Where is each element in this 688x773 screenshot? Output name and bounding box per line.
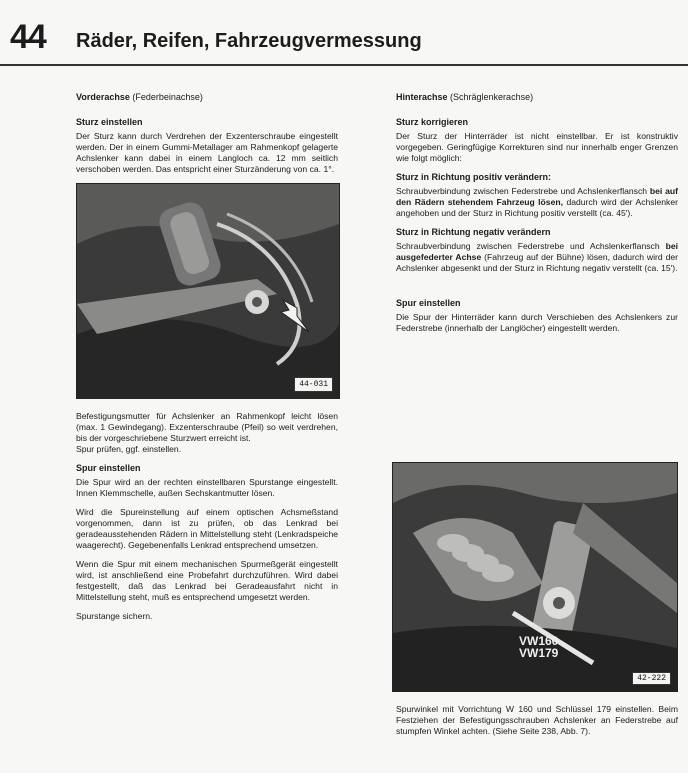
section-title-bold: Hinterachse	[396, 92, 448, 102]
heading-spur-einstellen-rear: Spur einstellen	[396, 298, 461, 308]
section-title-rear-axle	[396, 92, 678, 103]
paragraph-spur-1: Die Spur wird an der rechten einstellbaren Spurstange eingestellt. Innen Klemmschelle, außen Sechskantmutter lösen.	[76, 477, 338, 498]
text-negativ-a: Schraubverbindung zwischen Federstrebe und Achslenkerflansch	[396, 241, 666, 251]
caption-front-2: Spur prüfen, ggf. einstellen.	[76, 444, 182, 454]
tool-label-vw160: VW160	[519, 634, 559, 648]
heading-sturz-negativ: Sturz in Richtung negativ verändern	[396, 227, 551, 237]
section-title-rest: (Federbeinachse)	[129, 92, 203, 102]
right-column	[396, 92, 678, 342]
caption-front-1: Befestigungsmutter für Achslenker an Rahmenkopf leicht lösen (max. 1 Gewindegang). Exzenterschraube (Pfeil) so weit verdrehen, bis der vorgeschriebene Sturzwert erreicht ist.	[76, 411, 338, 443]
heading-spur-einstellen-front: Spur einstellen	[76, 463, 141, 473]
photo-front-axle-drawing	[77, 184, 339, 398]
left-column	[76, 92, 338, 630]
photo-front-axle	[76, 183, 340, 399]
paragraph-sturz: Der Sturz kann durch Verdrehen der Exzenterschraube eingestellt werden. Der in einem Gummi-Metallager am Rahmenkopf gelagerte Achslenker kann dabei in einem Langloch ca. 12 mm seitlich verschoben werden. Das entspricht einer Sturzänderung von ca. 1°.	[76, 131, 338, 174]
text-positiv-c: dadurch wird der Achslenker angehoben und der Sturz in Richtung positiv verstellt (ca. 45′).	[396, 197, 679, 218]
caption-rear: Spurwinkel mit Vorrichtung W 160 und Schlüssel 179 einstellen. Beim Festziehen der Befestigungsschrauben Achslenker an Federstrebe auf stumpfen Winkel achten. (Siehe Seite 238, Abb. 7).	[396, 704, 678, 736]
text-negativ-bold: bei ausgefederter Achse	[396, 241, 678, 262]
section-title-front-axle	[76, 92, 338, 103]
section-title-rest: (Schräglenkerachse)	[447, 92, 534, 102]
text-positiv-a: Schraubverbindung zwischen Federstrebe und Achslenkerflansch	[396, 186, 650, 196]
figure-label-42-222: 42-222	[632, 672, 671, 685]
page-number: 44	[10, 18, 46, 56]
heading-sturz-korrigieren: Sturz korrigieren	[396, 117, 469, 127]
heading-sturz-einstellen: Sturz einstellen	[76, 117, 143, 127]
figure-label-44-031: 44-031	[294, 377, 333, 392]
paragraph-spur-2: Wird die Spureinstellung auf einem optischen Achsmeßstand vorgenommen, dann ist zu prüfen, ob das Lenkrad bei geradeausstehenden Rädern in Mittelstellung steht (Lenkradspeiche waagerecht). Gegebenenfalls Lenkrad entsprechend umsetzen.	[76, 507, 338, 550]
header-rule	[0, 64, 688, 66]
paragraph-korrigieren: Der Sturz der Hinterräder ist nicht einstellbar. Er ist konstruktiv vorgegeben. Geringfügige Korrekturen sind nur innerhalb enger Grenzen wie folgt möglich:	[396, 131, 678, 163]
paragraph-spur-3: Wenn die Spur mit einem mechanischen Spurmeßgerät eingestellt wird, ist anschließend eine Probefahrt durchzuführen. Wird dabei festgestellt, daß das Lenkrad bei Geradeausfahrt nicht in Mittelstellung steht, muß es entsprechend umgesetzt werden.	[76, 559, 338, 602]
paragraph-spur-rear: Die Spur der Hinterräder kann durch Verschieben des Achslenkers zur Federstrebe (innerhalb der Langlöcher) eingestellt werden.	[396, 312, 678, 333]
heading-sturz-positiv: Sturz in Richtung positiv verändern:	[396, 172, 552, 182]
text-positiv-bold: bei auf den Rädern stehendem Fahrzeug lösen,	[396, 186, 678, 207]
photo-rear-axle	[392, 462, 678, 692]
paragraph-sturz-negativ	[396, 241, 678, 274]
tool-label	[519, 635, 558, 659]
paragraph-sturz-positiv	[396, 186, 678, 219]
chapter-title: Räder, Reifen, Fahrzeugvermessung	[76, 30, 422, 52]
paragraph-spur-4: Spurstange sichern.	[76, 611, 153, 621]
section-title-bold: Vorderachse	[76, 92, 130, 102]
tool-label-vw179: VW179	[519, 646, 559, 660]
text-negativ-c: (Fahrzeug auf der Bühne) lösen, dadurch wird der Achslenker abgesenkt und der Sturz in Richtung negativ verstellt (ca. 15′).	[396, 252, 678, 273]
